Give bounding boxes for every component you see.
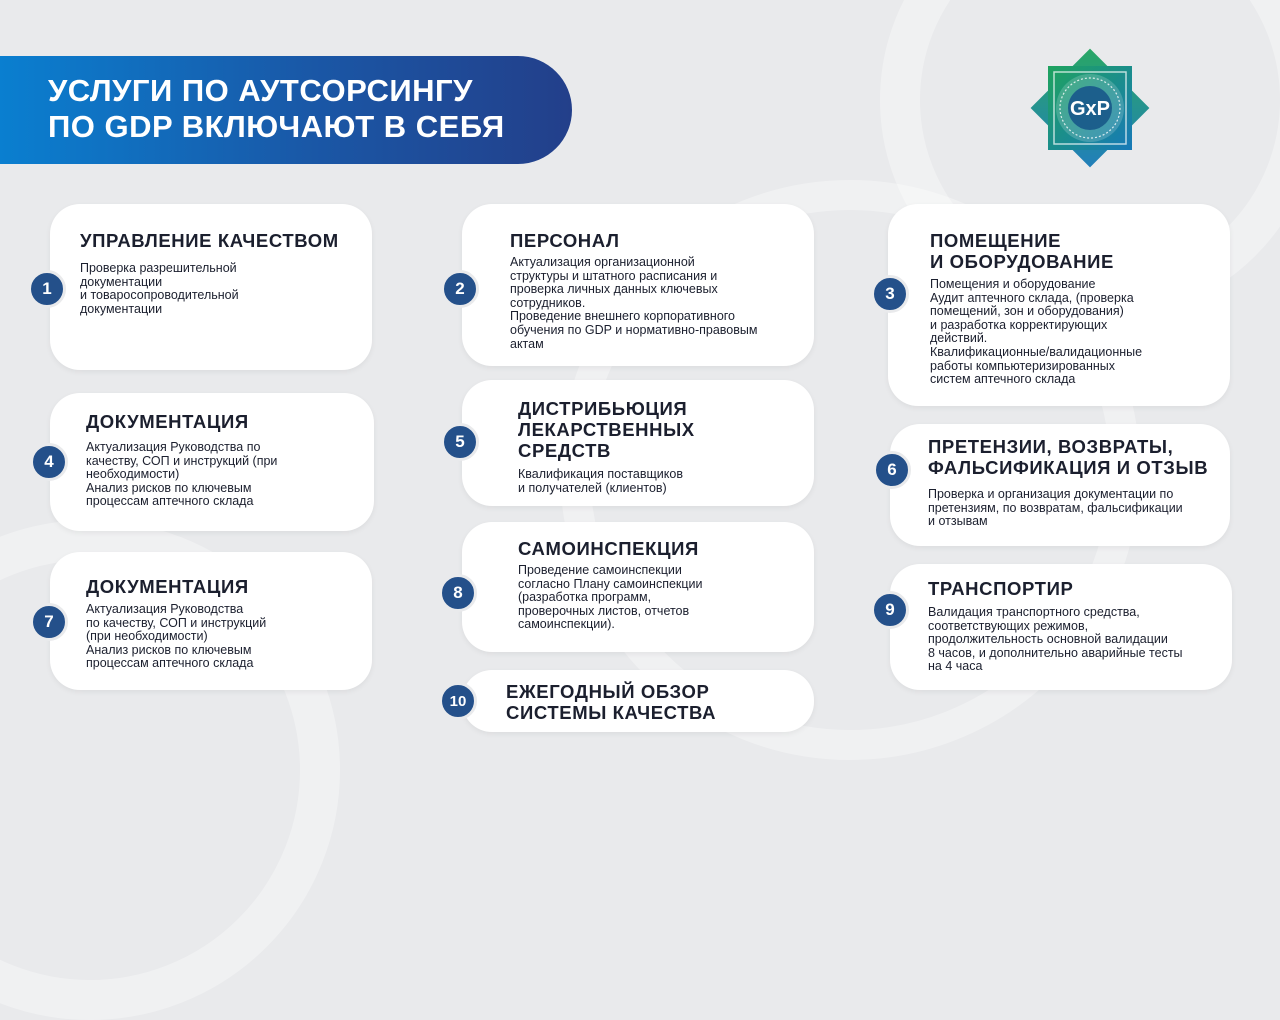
card-quality-management bbox=[50, 204, 372, 370]
card-documentation-b bbox=[50, 552, 372, 690]
card-distribution bbox=[462, 380, 814, 506]
card-number-badge: 1 bbox=[28, 270, 66, 308]
card-personnel bbox=[462, 204, 814, 366]
card-text: Актуализация организационной структуры и штатного расписания и проверка личных данных ключевых сотрудников. Проведение внешнего корпоративного обучения по GDP и нормативно-правовым актам bbox=[510, 255, 758, 351]
card-title: УПРАВЛЕНИЕ КАЧЕСТВОМ bbox=[80, 230, 339, 251]
card-text: Актуализация Руководства по качеству, СОП и инструкций (при необходимости) Анализ рисков по ключевым процессам аптечного склада bbox=[86, 440, 278, 509]
card-number-badge: 6 bbox=[873, 451, 911, 489]
title-banner bbox=[0, 56, 572, 164]
card-self-inspection bbox=[462, 522, 814, 652]
logo-text: GxP bbox=[1069, 98, 1111, 120]
card-title: ПРЕТЕНЗИИ, ВОЗВРАТЫ, ФАЛЬСИФИКАЦИЯ И ОТЗЫВ bbox=[928, 436, 1209, 478]
card-title: ТРАНСПОРТИР bbox=[928, 578, 1074, 599]
card-title: ПОМЕЩЕНИЕ И ОБОРУДОВАНИЕ bbox=[930, 230, 1114, 272]
card-text: Валидация транспортного средства, соответствующих режимов, продолжительность основной валидации 8 часов, и дополнительно аварийные тесты на 4 часа bbox=[928, 605, 1183, 674]
page-title-line-2: ПО GDP ВКЛЮЧАЮТ В СЕБЯ bbox=[48, 109, 505, 144]
card-transport bbox=[890, 564, 1232, 690]
card-title: ЕЖЕГОДНЫЙ ОБЗОР СИСТЕМЫ КАЧЕСТВА bbox=[506, 681, 717, 723]
card-premises-equipment bbox=[888, 204, 1230, 406]
card-title: ПЕРСОНАЛ bbox=[510, 230, 620, 251]
card-number-badge: 3 bbox=[871, 275, 909, 313]
card-title: ДОКУМЕНТАЦИЯ bbox=[86, 411, 249, 432]
card-claims-returns bbox=[890, 424, 1230, 546]
card-documentation-a bbox=[50, 393, 374, 531]
card-number-badge: 4 bbox=[30, 443, 68, 481]
card-number-badge: 8 bbox=[439, 574, 477, 612]
card-number-badge: 7 bbox=[30, 603, 68, 641]
card-title: САМОИНСПЕКЦИЯ bbox=[518, 538, 699, 559]
card-text: Квалификация поставщиков и получателей (клиентов) bbox=[518, 467, 683, 495]
card-number-badge: 10 bbox=[439, 682, 477, 720]
card-number-badge: 2 bbox=[441, 270, 479, 308]
page-title bbox=[48, 73, 505, 145]
card-text: Проверка и организация документации по претензиям, по возвратам, фальсификации и отзывам bbox=[928, 487, 1183, 529]
card-number-badge: 9 bbox=[871, 591, 909, 629]
card-annual-review bbox=[462, 670, 814, 732]
page-title-line-1: УСЛУГИ ПО АУТСОРСИНГУ bbox=[48, 73, 473, 108]
card-text: Проведение самоинспекции согласно Плану самоинспекции (разработка программ, проверочных листов, отчетов самоинспекции). bbox=[518, 563, 703, 632]
card-title: ДОКУМЕНТАЦИЯ bbox=[86, 576, 249, 597]
card-text: Проверка разрешительной документации и товаросопроводительной документации bbox=[80, 261, 239, 316]
card-number-badge: 5 bbox=[441, 423, 479, 461]
gxp-logo-icon bbox=[1022, 40, 1158, 176]
card-text: Актуализация Руководства по качеству, СОП и инструкций (при необходимости) Анализ рисков по ключевым процессам аптечного склада bbox=[86, 602, 267, 671]
card-text: Помещения и оборудование Аудит аптечного склада, (проверка помещений, зон и оборудования) и разработка корректирующих действий. Квалификационные/валидационные работы компьютеризированных систем аптечного склада bbox=[930, 277, 1143, 387]
card-title: ДИСТРИБЬЮЦИЯ ЛЕКАРСТВЕННЫХ СРЕДСТВ bbox=[518, 398, 695, 461]
